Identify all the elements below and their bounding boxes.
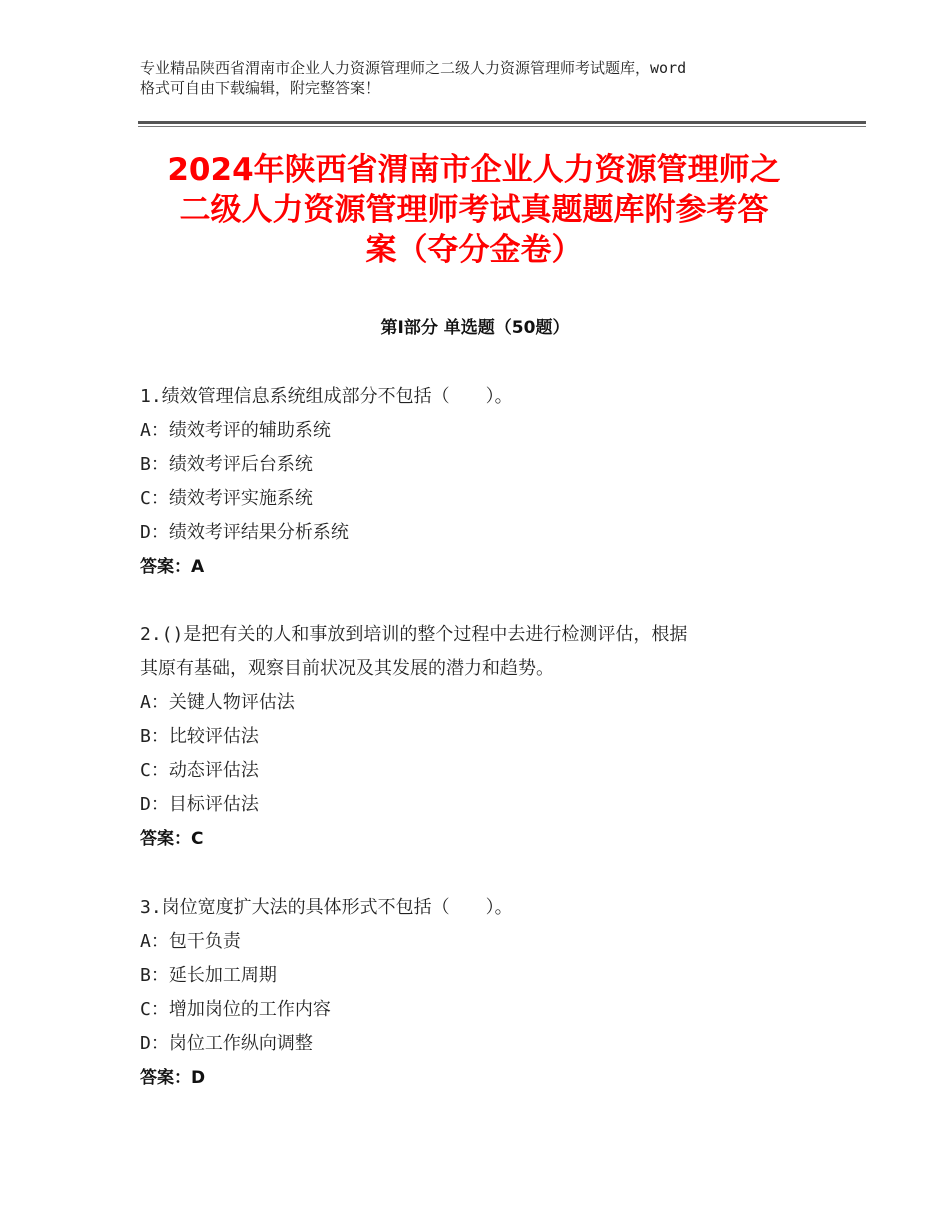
question-2 — [140, 618, 820, 856]
header-divider — [138, 121, 866, 124]
option-c: C：动态评估法 — [140, 760, 259, 781]
option-d: D：岗位工作纵向调整 — [140, 1033, 313, 1054]
option-d: D：目标评估法 — [140, 794, 259, 815]
document-title — [138, 150, 810, 270]
header-note-line: 格式可自由下载编辑，附完整答案！ — [140, 79, 381, 97]
option-d: D：绩效考评结果分析系统 — [140, 522, 349, 543]
document-title-line: 2024年陕西省渭南市企业人力资源管理师之 — [167, 152, 781, 188]
option-b: B：延长加工周期 — [140, 965, 277, 986]
option-c: C：绩效考评实施系统 — [140, 488, 313, 509]
question-stem: 3.岗位宽度扩大法的具体形式不包括（ ）。 — [140, 897, 513, 918]
option-c: C：增加岗位的工作内容 — [140, 999, 331, 1020]
document-title-line: 案（夺分金卷） — [365, 232, 583, 268]
question-stem: 其原有基础，观察目前状况及其发展的潜力和趋势。 — [140, 658, 554, 679]
header-note — [140, 58, 820, 98]
option-b: B：绩效考评后台系统 — [140, 454, 313, 475]
section-heading: 第Ⅰ部分 单选题（50题） — [380, 318, 570, 338]
option-b: B：比较评估法 — [140, 726, 259, 747]
question-3 — [140, 891, 820, 1095]
option-a: A：关键人物评估法 — [140, 692, 295, 713]
option-a: A：包干负责 — [140, 931, 241, 952]
header-divider-thin — [138, 126, 866, 127]
answer: 答案：D — [140, 1068, 206, 1088]
question-stem: 1.绩效管理信息系统组成部分不包括（ ）。 — [140, 386, 513, 407]
question-stem: 2.()是把有关的人和事放到培训的整个过程中去进行检测评估，根据 — [140, 624, 688, 645]
answer: 答案：A — [140, 557, 205, 577]
question-1 — [140, 380, 820, 584]
document-title-line: 二级人力资源管理师考试真题题库附参考答 — [179, 192, 769, 228]
option-a: A：绩效考评的辅助系统 — [140, 420, 331, 441]
answer: 答案：C — [140, 829, 204, 849]
header-note-line: 专业精品陕西省渭南市企业人力资源管理师之二级人力资源管理师考试题库，word — [140, 59, 687, 77]
